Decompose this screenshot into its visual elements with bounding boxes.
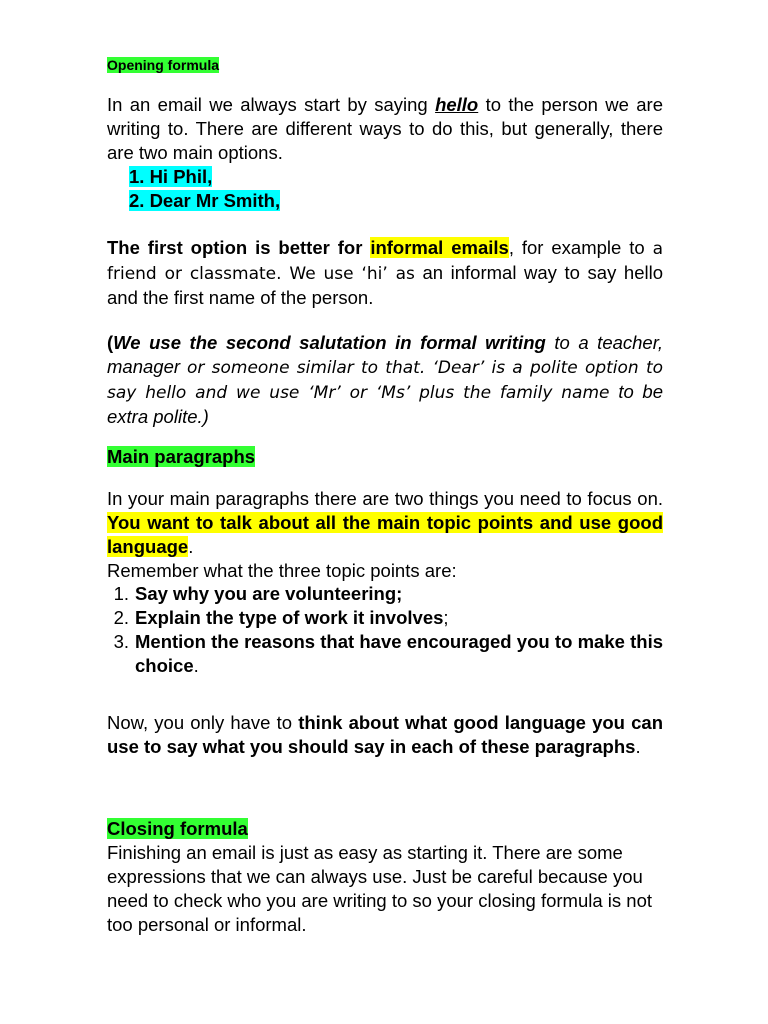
list-item: 2. Explain the type of work it involves; (113, 607, 449, 628)
informal-emails-highlight: informal emails (370, 237, 509, 258)
list-item: 3. Mention the reasons that have encouraged you to make this choice. (113, 631, 663, 676)
option-1: 1. Hi Phil, (129, 166, 213, 187)
topic-points-list (107, 582, 663, 678)
main-paragraphs-heading: Main paragraphs (107, 446, 256, 467)
remember-line: Remember what the three topic points are: (107, 560, 457, 581)
first-option-paragraph: The first option is better for informal emails, for example to a friend or classmate. We use ‘hi’ as an informal way to say hello and the first name of the person. (107, 237, 664, 308)
opening-intro-paragraph: In an email we always start by saying hello to the person we are writing to. There are different ways to do this, but generally, there are two main options. (107, 94, 663, 163)
closing-formula-heading: Closing formula (107, 818, 248, 839)
list-item: 1. Say why you are volunteering; (113, 583, 403, 604)
main-topic-highlight: You want to talk about all the main topic points and use good language (107, 512, 663, 557)
second-option-paragraph: (We use the second salutation in formal writing to a teacher, manager or someone similar to that. ‘Dear’ is a polite option to say hello and we use ‘Mr’ or ‘Ms’ plus the family name to be extra polite.) (107, 332, 664, 427)
closing-paragraph: Finishing an email is just as easy as starting it. There are some expressions that we can always use. Just be careful because you need to check who you are writing to so your closing formula is not too personal or informal. (107, 842, 653, 935)
hello-word: hello (435, 94, 479, 115)
option-2: 2. Dear Mr Smith, (129, 190, 281, 211)
opening-formula-heading: Opening formula (107, 57, 219, 73)
now-paragraph: Now, you only have to think about what good language you can use to say what you should say in each of these paragraphs. (107, 712, 664, 757)
salutation-options (129, 165, 649, 213)
main-intro-paragraph: In your main paragraphs there are two things you need to focus on. You want to talk about all the main topic points and use good language. Remember what the three topic points are: (107, 488, 663, 581)
